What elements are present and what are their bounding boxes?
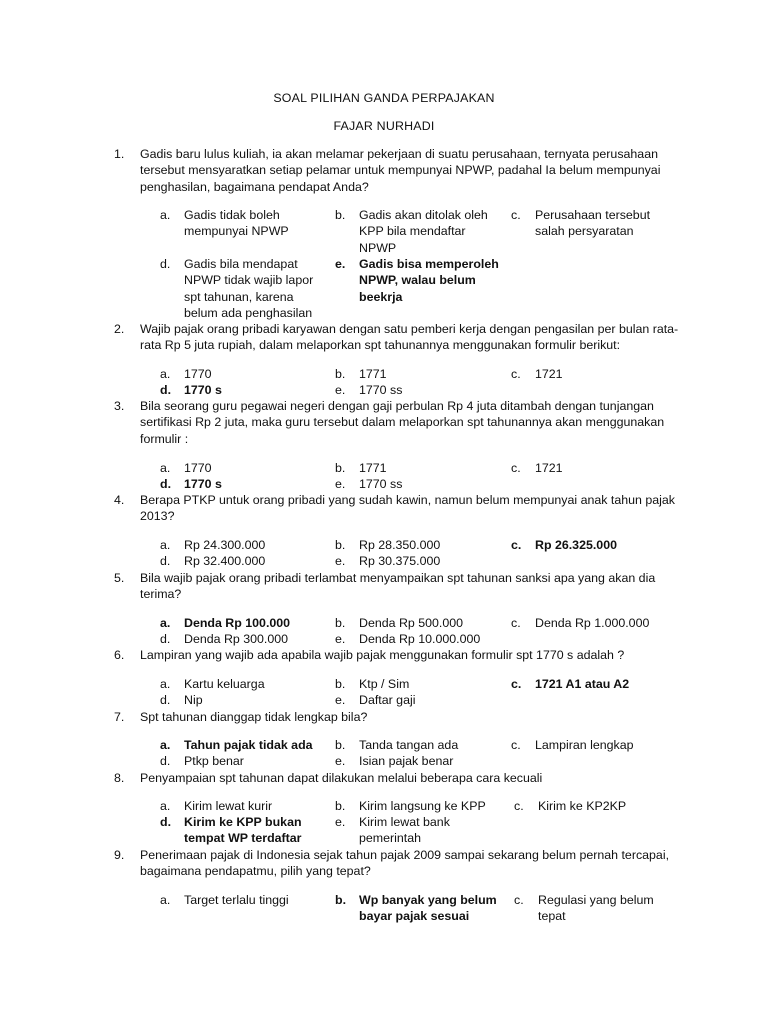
question-text: Penyampaian spt tahunan dapat dilakukan melalui beberapa cara kecuali	[140, 771, 543, 785]
option-text: 1770	[184, 461, 212, 475]
option-c	[514, 798, 684, 814]
option-text: Perusahaan tersebut salah persyaratan	[535, 208, 651, 239]
option-text: Rp 26.325.000	[535, 538, 617, 552]
option-label: b.	[335, 893, 347, 907]
question-2	[114, 321, 684, 354]
option-label: b.	[335, 208, 346, 222]
author-name: FAJAR NURHADI	[333, 119, 435, 133]
option-c	[511, 737, 681, 753]
option-label: c.	[511, 538, 522, 552]
option-b	[335, 460, 505, 476]
option-b	[335, 892, 510, 925]
option-text: Rp 28.350.000	[359, 538, 441, 552]
option-c	[511, 366, 681, 382]
question-text: Lampiran yang wajib ada apabila wajib pajak menggunakan formulir spt 1770 s adalah ?	[140, 648, 625, 662]
option-a	[160, 892, 330, 908]
option-text: Tahun pajak tidak ada	[184, 738, 313, 752]
option-label: a.	[160, 208, 171, 222]
option-a	[160, 676, 330, 692]
option-label: c.	[514, 893, 524, 907]
option-label: a.	[160, 677, 171, 691]
option-b	[335, 537, 505, 553]
option-a	[160, 460, 330, 476]
option-e	[335, 256, 505, 305]
option-text: Gadis tidak boleh mempunyai NPWP	[184, 208, 289, 239]
option-b	[335, 676, 505, 692]
option-e	[335, 553, 505, 569]
option-label: b.	[335, 738, 346, 752]
option-label: b.	[335, 367, 346, 381]
option-b	[335, 207, 505, 256]
question-text: Bila seorang guru pegawai negeri dengan gaji perbulan Rp 4 juta ditambah dengan tunjangan sertifikasi Rp 2 juta, maka guru tersebut dalam melaporkan spt tahunannya akan menggunakan formulir :	[140, 399, 665, 446]
option-text: 1721	[535, 461, 563, 475]
option-text: Gadis bila mendapat NPWP tidak wajib lapor spt tahunan, karena belum ada penghasilan	[184, 257, 314, 320]
question-number: 5.	[114, 571, 125, 585]
option-text: Denda Rp 10.000.000	[359, 632, 481, 646]
option-text: 1770	[184, 367, 212, 381]
option-d	[160, 476, 330, 492]
option-text: Rp 30.375.000	[359, 554, 441, 568]
option-text: Ptkp benar	[184, 754, 244, 768]
question-number: 4.	[114, 493, 125, 507]
option-text: Lampiran lengkap	[535, 738, 634, 752]
option-text: 1771	[359, 461, 387, 475]
option-e	[335, 692, 505, 708]
option-e	[335, 814, 495, 847]
option-e	[335, 753, 505, 769]
option-b	[335, 366, 505, 382]
option-text: Ktp / Sim	[359, 677, 410, 691]
option-b	[335, 615, 505, 631]
option-label: a.	[160, 799, 171, 813]
question-text: Penerimaan pajak di Indonesia sejak tahun pajak 2009 sampai sekarang belum pernah tercapai, bagaimana pendapatmu, pilih yang tepat?	[140, 848, 670, 879]
option-text: 1770 ss	[359, 383, 403, 397]
option-text: Denda Rp 500.000	[359, 616, 464, 630]
question-text: Berapa PTKP untuk orang pribadi yang sudah kawin, namun belum mempunyai anak tahun pajak 2013?	[140, 493, 675, 524]
option-text: Daftar gaji	[359, 693, 416, 707]
option-a	[160, 366, 330, 382]
option-d	[160, 692, 330, 708]
option-a	[160, 207, 330, 240]
option-text: Denda Rp 300.000	[184, 632, 289, 646]
option-e	[335, 631, 505, 647]
option-e	[335, 382, 505, 398]
option-text: Isian pajak benar	[359, 754, 454, 768]
document-title: SOAL PILIHAN GANDA PERPAJAKAN	[273, 91, 495, 105]
option-c	[511, 460, 681, 476]
option-label: d.	[160, 554, 171, 568]
option-label: d.	[160, 477, 172, 491]
option-text: Regulasi yang belum tepat	[538, 893, 654, 924]
option-c	[514, 892, 674, 925]
option-label: b.	[335, 538, 346, 552]
question-number: 3.	[114, 399, 125, 413]
option-label: e.	[335, 383, 346, 397]
option-text: Kirim lewat kurir	[184, 799, 273, 813]
question-number: 8.	[114, 771, 125, 785]
option-text: Nip	[184, 693, 203, 707]
question-1	[114, 146, 684, 195]
option-label: e.	[335, 257, 346, 271]
option-label: e.	[335, 693, 346, 707]
option-text: Wp banyak yang belum bayar pajak sesuai	[359, 893, 497, 924]
option-text: Kartu keluarga	[184, 677, 265, 691]
option-label: a.	[160, 616, 171, 630]
option-label: c.	[511, 367, 521, 381]
option-text: 1721 A1 atau A2	[535, 677, 630, 691]
question-number: 9.	[114, 848, 125, 862]
option-label: d.	[160, 632, 171, 646]
option-a	[160, 615, 330, 631]
option-e	[335, 476, 505, 492]
question-number: 7.	[114, 710, 125, 724]
option-label: e.	[335, 477, 346, 491]
option-label: e.	[335, 815, 346, 829]
option-text: 1770 s	[184, 383, 222, 397]
question-7	[114, 709, 684, 725]
option-label: b.	[335, 677, 346, 691]
option-b	[335, 737, 505, 753]
option-text: 1770 s	[184, 477, 222, 491]
option-label: b.	[335, 616, 346, 630]
option-label: e.	[335, 632, 346, 646]
question-number: 2.	[114, 322, 125, 336]
option-label: c.	[511, 677, 522, 691]
option-c	[511, 537, 681, 553]
option-text: 1770 ss	[359, 477, 403, 491]
question-text: Bila wajib pajak orang pribadi terlambat menyampaikan spt tahunan sanksi apa yang akan dia terima?	[140, 571, 656, 602]
option-label: e.	[335, 554, 346, 568]
option-text: Gadis akan ditolak oleh KPP bila mendaftar NPWP	[359, 208, 488, 255]
option-label: c.	[511, 616, 521, 630]
option-label: c.	[511, 208, 521, 222]
option-d	[160, 631, 330, 647]
option-label: d.	[160, 693, 171, 707]
option-text: 1721	[535, 367, 563, 381]
option-label: c.	[511, 738, 521, 752]
option-d	[160, 753, 330, 769]
option-label: d.	[160, 383, 172, 397]
option-text: 1771	[359, 367, 387, 381]
question-text: Gadis baru lulus kuliah, ia akan melamar pekerjaan di suatu perusahaan, ternyata perusahaan tersebut mensyaratkan setiap pelamar untuk mempunyai NPWP, padahal Ia belum mempunyai penghasilan, bagaimana pendapat Anda?	[140, 147, 661, 194]
question-6	[114, 647, 684, 663]
question-text: Wajib pajak orang pribadi karyawan dengan satu pemberi kerja dengan pengasilan per bulan rata-rata Rp 5 juta rupiah, dalam melaporkan spt tahunannya menggunakan formulir berikut:	[140, 322, 679, 353]
option-text: Denda Rp 1.000.000	[535, 616, 650, 630]
question-9	[114, 847, 684, 880]
question-4	[114, 492, 684, 525]
option-a	[160, 537, 330, 553]
option-d	[160, 382, 330, 398]
option-d	[160, 256, 330, 321]
option-label: b.	[335, 799, 346, 813]
option-c	[511, 207, 681, 240]
question-text: Spt tahunan dianggap tidak lengkap bila?	[140, 710, 368, 724]
option-text: Kirim lewat bank pemerintah	[359, 815, 450, 846]
option-label: d.	[160, 815, 172, 829]
option-label: e.	[335, 754, 346, 768]
option-d	[160, 814, 330, 847]
option-text: Rp 24.300.000	[184, 538, 266, 552]
option-a	[160, 737, 330, 753]
option-c	[511, 676, 681, 692]
option-label: a.	[160, 367, 171, 381]
option-label: b.	[335, 461, 346, 475]
option-text: Kirim langsung ke KPP	[359, 799, 486, 813]
option-text: Denda Rp 100.000	[184, 616, 291, 630]
question-number: 1.	[114, 147, 125, 161]
question-3	[114, 398, 684, 447]
option-text: Kirim ke KP2KP	[538, 799, 627, 813]
option-label: d.	[160, 257, 171, 271]
option-text: Target terlalu tinggi	[184, 893, 289, 907]
option-text: Kirim ke KPP bukan tempat WP terdaftar	[184, 815, 302, 846]
option-text: Gadis bisa memperoleh NPWP, walau belum beekrja	[359, 257, 499, 304]
option-label: a.	[160, 538, 171, 552]
option-b	[335, 798, 505, 814]
option-label: a.	[160, 461, 171, 475]
option-label: a.	[160, 738, 171, 752]
option-label: d.	[160, 754, 171, 768]
option-label: a.	[160, 893, 171, 907]
option-label: c.	[511, 461, 521, 475]
option-text: Tanda tangan ada	[359, 738, 459, 752]
option-a	[160, 798, 330, 814]
option-text: Rp 32.400.000	[184, 554, 266, 568]
question-5	[114, 570, 684, 603]
option-c	[511, 615, 681, 631]
option-label: c.	[514, 799, 524, 813]
option-d	[160, 553, 330, 569]
question-8	[114, 770, 684, 786]
question-number: 6.	[114, 648, 125, 662]
